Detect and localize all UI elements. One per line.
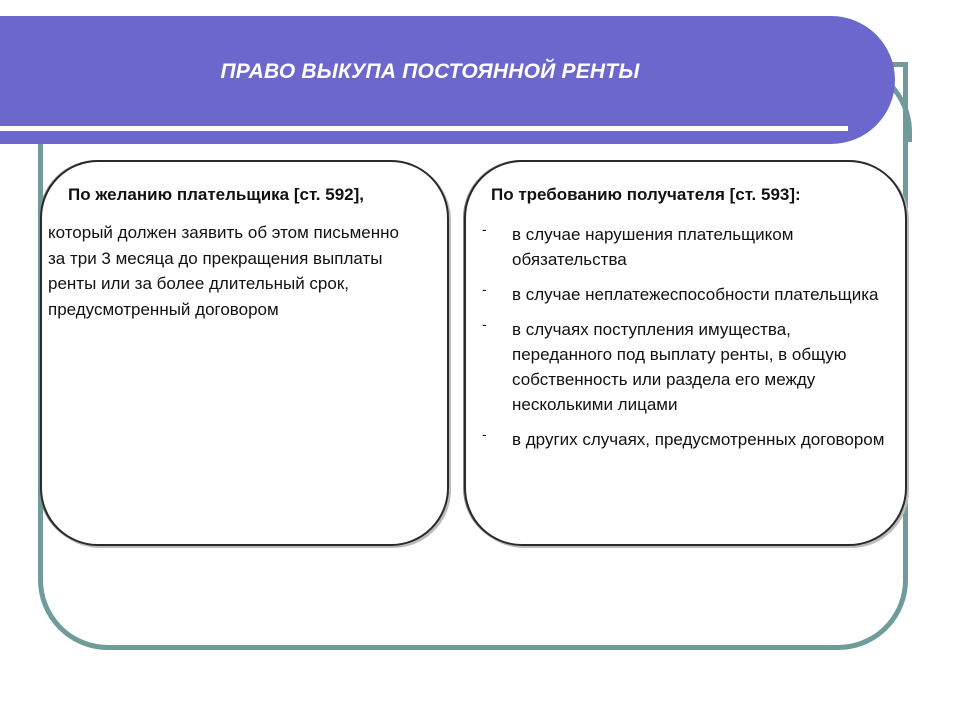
- list-item-text: в других случаях, предусмотренных договором: [512, 430, 885, 449]
- right-panel-heading: По требованию получателя [ст. 593]:: [491, 185, 801, 204]
- banner-underline: [0, 126, 848, 131]
- list-item-text: в случае нарушения плательщиком обязательства: [512, 225, 794, 269]
- left-panel-body: который должен заявить об этом письменно за три 3 месяца до прекращения выплаты ренты или за более длительный срок, предусмотренный договором: [48, 223, 399, 319]
- right-panel-list: [482, 222, 892, 462]
- dash-bullet: -: [482, 316, 487, 332]
- list-item: [482, 282, 892, 307]
- list-item-text: в случае неплатежеспособности плательщика: [512, 285, 879, 304]
- dash-bullet: -: [482, 221, 487, 237]
- list-item: [482, 222, 892, 272]
- list-item: [482, 427, 892, 452]
- slide-title: ПРАВО ВЫКУПА ПОСТОЯННОЙ РЕНТЫ: [220, 60, 640, 83]
- right-panel: [464, 160, 907, 546]
- left-panel-heading: По желанию плательщика [ст. 592],: [68, 185, 364, 204]
- dash-bullet: -: [482, 281, 487, 297]
- list-item: [482, 317, 892, 417]
- list-item-text: в случаях поступления имущества, переданного под выплату ренты, в общую собственность или раздела его между несколькими лицами: [512, 320, 847, 414]
- dash-bullet: -: [482, 426, 487, 442]
- left-panel: [40, 160, 449, 546]
